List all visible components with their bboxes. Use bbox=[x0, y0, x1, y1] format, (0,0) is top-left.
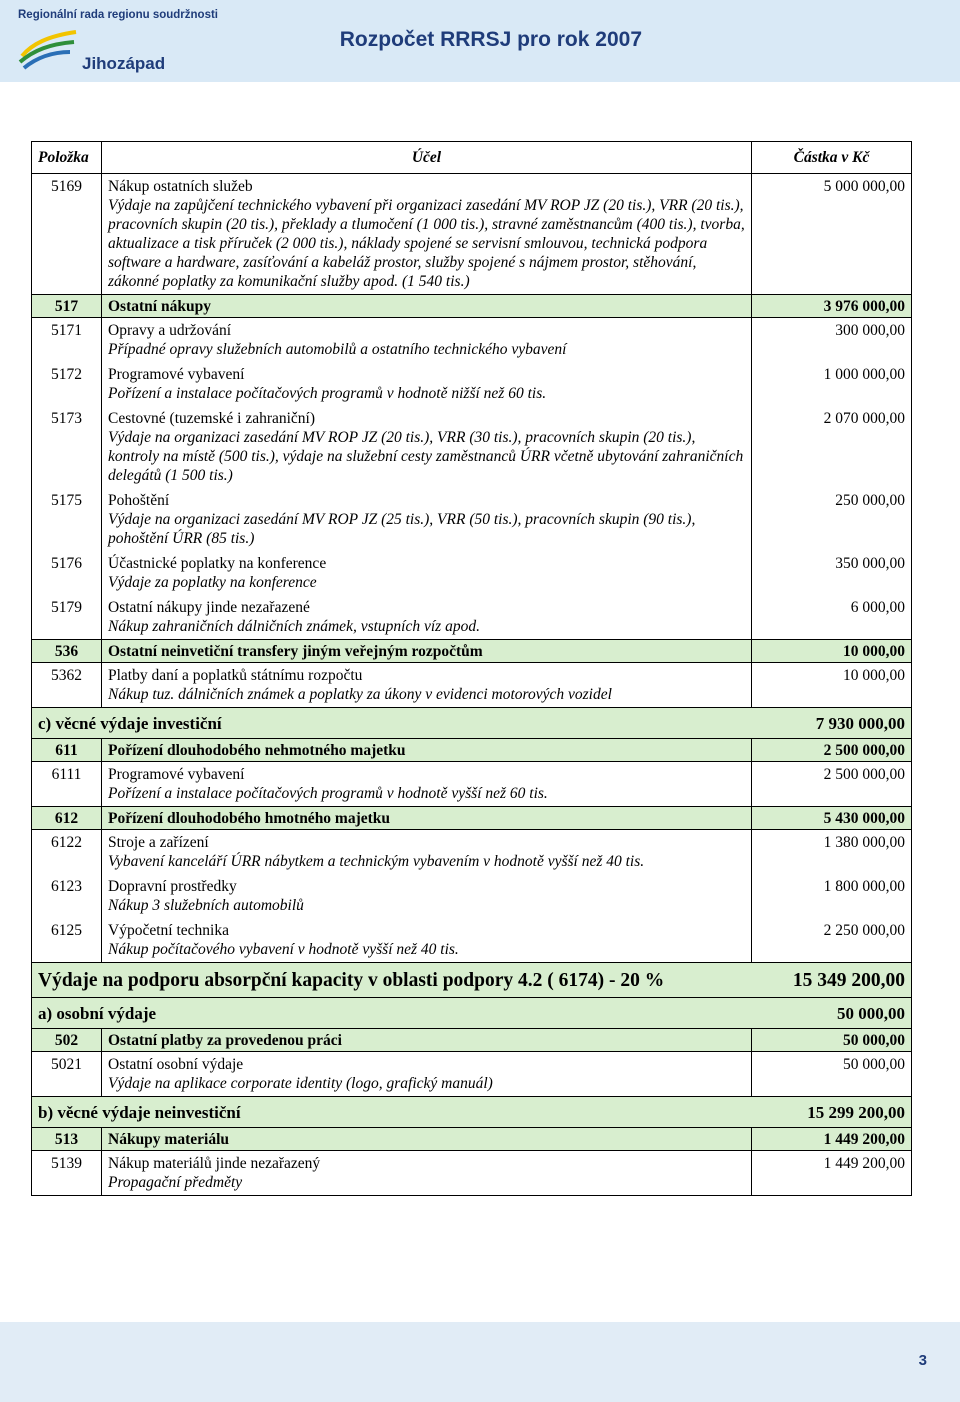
row-description: Vybavení kanceláří ÚRR nábytkem a technickým vybavením v hodnotě vyšší než 40 tis. bbox=[102, 852, 752, 874]
row-amount: 6 000,00 bbox=[752, 595, 912, 617]
table-row bbox=[32, 762, 912, 785]
group-amount: 50 000,00 bbox=[752, 1029, 912, 1052]
group-row bbox=[32, 1029, 912, 1052]
row-code-blank bbox=[32, 384, 102, 406]
table-row bbox=[32, 1151, 912, 1174]
row-amount: 50 000,00 bbox=[752, 1052, 912, 1075]
row-code-blank bbox=[32, 340, 102, 362]
section-name: b) věcné výdaje neinvestiční bbox=[32, 1097, 752, 1128]
row-amount-blank bbox=[752, 940, 912, 963]
table-row-description bbox=[32, 1173, 912, 1196]
row-amount: 1 449 200,00 bbox=[752, 1151, 912, 1174]
row-amount: 1 380 000,00 bbox=[752, 830, 912, 853]
row-code: 6111 bbox=[32, 762, 102, 785]
table-row-description bbox=[32, 573, 912, 595]
group-code: 513 bbox=[32, 1128, 102, 1151]
group-name: Pořízení dlouhodobého nehmotného majetku bbox=[102, 739, 752, 762]
page-footer bbox=[0, 1322, 960, 1402]
group-amount: 1 449 200,00 bbox=[752, 1128, 912, 1151]
row-amount-blank bbox=[752, 340, 912, 362]
row-code-blank bbox=[32, 1074, 102, 1097]
column-header-purpose: Účel bbox=[102, 142, 752, 174]
table-row bbox=[32, 318, 912, 341]
row-description: Nákup zahraničních dálničních známek, vstupních víz apod. bbox=[102, 617, 752, 640]
row-code-blank bbox=[32, 196, 102, 295]
table-row-description bbox=[32, 1074, 912, 1097]
row-code: 5179 bbox=[32, 595, 102, 617]
section-amount: 7 930 000,00 bbox=[752, 708, 912, 739]
row-amount-blank bbox=[752, 510, 912, 551]
row-description: Výdaje na organizaci zasedání MV ROP JZ (25 tis.), VRR (50 tis.), pracovních skupin (90 tis.), pohoštění ÚRR (85 tis.) bbox=[102, 510, 752, 551]
row-amount-blank bbox=[752, 896, 912, 918]
region-name: Jihozápad bbox=[82, 54, 166, 73]
row-description: Nákup počítačového vybavení v hodnotě vyšší než 40 tis. bbox=[102, 940, 752, 963]
table-row bbox=[32, 830, 912, 853]
group-code: 502 bbox=[32, 1029, 102, 1052]
row-code-blank bbox=[32, 784, 102, 807]
row-description: Nákup 3 služebních automobilů bbox=[102, 896, 752, 918]
group-amount: 2 500 000,00 bbox=[752, 739, 912, 762]
row-description: Pořízení a instalace počítačových programů v hodnotě vyšší než 60 tis. bbox=[102, 784, 752, 807]
row-amount: 300 000,00 bbox=[752, 318, 912, 341]
row-code: 6123 bbox=[32, 874, 102, 896]
section-row bbox=[32, 998, 912, 1029]
row-amount-blank bbox=[752, 428, 912, 488]
row-name: Platby daní a poplatků státnímu rozpočtu bbox=[102, 663, 752, 686]
table-row bbox=[32, 488, 912, 510]
table-row bbox=[32, 406, 912, 428]
row-code-blank bbox=[32, 617, 102, 640]
row-code: 6125 bbox=[32, 918, 102, 940]
table-row bbox=[32, 918, 912, 940]
section-amount: 50 000,00 bbox=[752, 998, 912, 1029]
group-row bbox=[32, 739, 912, 762]
row-code-blank bbox=[32, 1173, 102, 1196]
summary-name: Výdaje na podporu absorpční kapacity v oblasti podpory 4.2 ( 6174) - 20 % bbox=[32, 963, 752, 998]
group-amount: 5 430 000,00 bbox=[752, 807, 912, 830]
row-code: 5173 bbox=[32, 406, 102, 428]
group-row bbox=[32, 295, 912, 318]
budget-table bbox=[31, 141, 912, 1196]
table-row-description bbox=[32, 196, 912, 295]
row-amount-blank bbox=[752, 1173, 912, 1196]
table-row bbox=[32, 663, 912, 686]
group-row bbox=[32, 640, 912, 663]
row-amount-blank bbox=[752, 196, 912, 295]
row-amount: 1 800 000,00 bbox=[752, 874, 912, 896]
group-code: 536 bbox=[32, 640, 102, 663]
group-name: Nákupy materiálu bbox=[102, 1128, 752, 1151]
row-description: Výdaje na organizaci zasedání MV ROP JZ (20 tis.), VRR (30 tis.), pracovních skupin (20 tis.), kontroly na místě (500 tis.), výdaje na služební cesty zaměstnanců ÚRR včetně ubytování zahraničních delegátů (1 500 tis.) bbox=[102, 428, 752, 488]
section-row bbox=[32, 1097, 912, 1128]
table-row-description bbox=[32, 685, 912, 708]
row-name: Programové vybavení bbox=[102, 762, 752, 785]
row-description: Nákup tuz. dálničních známek a poplatky za úkony v evidenci motorových vozidel bbox=[102, 685, 752, 708]
row-name: Programové vybavení bbox=[102, 362, 752, 384]
row-name: Nákup ostatních služeb bbox=[102, 174, 752, 197]
org-name: Regionální rada regionu soudržnosti bbox=[18, 9, 218, 21]
row-name: Výpočetní technika bbox=[102, 918, 752, 940]
table-row bbox=[32, 1052, 912, 1075]
row-amount: 2 070 000,00 bbox=[752, 406, 912, 428]
row-description: Výdaje za poplatky na konference bbox=[102, 573, 752, 595]
row-amount-blank bbox=[752, 384, 912, 406]
row-code: 5169 bbox=[32, 174, 102, 197]
page-header bbox=[0, 0, 960, 82]
row-code-blank bbox=[32, 896, 102, 918]
group-name: Ostatní nákupy bbox=[102, 295, 752, 318]
row-amount: 1 000 000,00 bbox=[752, 362, 912, 384]
table-row bbox=[32, 174, 912, 197]
table-row-description bbox=[32, 384, 912, 406]
table-row-description bbox=[32, 852, 912, 874]
group-row bbox=[32, 1128, 912, 1151]
row-name: Cestovné (tuzemské i zahraniční) bbox=[102, 406, 752, 428]
row-name: Pohoštění bbox=[102, 488, 752, 510]
row-name: Účastnické poplatky na konference bbox=[102, 551, 752, 573]
row-description: Pořízení a instalace počítačových programů v hodnotě nižší než 60 tis. bbox=[102, 384, 752, 406]
row-name: Dopravní prostředky bbox=[102, 874, 752, 896]
row-description: Výdaje na aplikace corporate identity (logo, grafický manuál) bbox=[102, 1074, 752, 1097]
table-row bbox=[32, 595, 912, 617]
table-row bbox=[32, 362, 912, 384]
group-name: Ostatní platby za provedenou práci bbox=[102, 1029, 752, 1052]
table-row-description bbox=[32, 510, 912, 551]
group-code: 612 bbox=[32, 807, 102, 830]
table-row-description bbox=[32, 617, 912, 640]
row-code: 5021 bbox=[32, 1052, 102, 1075]
table-row-description bbox=[32, 896, 912, 918]
group-code: 517 bbox=[32, 295, 102, 318]
row-amount: 10 000,00 bbox=[752, 663, 912, 686]
section-row bbox=[32, 708, 912, 739]
group-code: 611 bbox=[32, 739, 102, 762]
row-code: 5175 bbox=[32, 488, 102, 510]
row-amount: 250 000,00 bbox=[752, 488, 912, 510]
row-code-blank bbox=[32, 573, 102, 595]
summary-amount: 15 349 200,00 bbox=[752, 963, 912, 998]
row-description: Případné opravy služebních automobilů a ostatního technického vybavení bbox=[102, 340, 752, 362]
summary-row bbox=[32, 963, 912, 998]
column-header-item: Položka bbox=[32, 142, 102, 174]
group-row bbox=[32, 807, 912, 830]
row-amount-blank bbox=[752, 1074, 912, 1097]
group-name: Ostatní neinvetiční transfery jiným veřejným rozpočtům bbox=[102, 640, 752, 663]
row-code-blank bbox=[32, 428, 102, 488]
section-name: c) věcné výdaje investiční bbox=[32, 708, 752, 739]
row-description: Propagační předměty bbox=[102, 1173, 752, 1196]
row-amount: 2 250 000,00 bbox=[752, 918, 912, 940]
table-row-description bbox=[32, 784, 912, 807]
row-amount-blank bbox=[752, 685, 912, 708]
row-code-blank bbox=[32, 510, 102, 551]
row-code: 6122 bbox=[32, 830, 102, 853]
row-amount-blank bbox=[752, 784, 912, 807]
table-row-description bbox=[32, 340, 912, 362]
row-amount: 2 500 000,00 bbox=[752, 762, 912, 785]
table-row bbox=[32, 551, 912, 573]
row-code: 5362 bbox=[32, 663, 102, 686]
row-name: Ostatní nákupy jinde nezařazené bbox=[102, 595, 752, 617]
section-name: a) osobní výdaje bbox=[32, 998, 752, 1029]
row-amount: 350 000,00 bbox=[752, 551, 912, 573]
row-name: Opravy a udržování bbox=[102, 318, 752, 341]
group-amount: 10 000,00 bbox=[752, 640, 912, 663]
document-title: Rozpočet RRRSJ pro rok 2007 bbox=[339, 28, 642, 51]
row-description: Výdaje na zapůjčení technického vybavení při organizaci zasedání MV ROP JZ (20 tis.), VRR (20 tis.), pracovních skupin (20 tis.), překlady a tlumočení (1 000 tis.), stravné zaměstnancům (400 tis.), tvorba, aktualizace a tisk příruček (2 000 tis.), náklady spojené se servisní smlouvou, technická podpora software a hardware, zasíťování a kabeláž prostor, služby spojené s nájmem prostor, stěhování, zákonné poplatky za komunikační služby apod. (1 540 tis.) bbox=[102, 196, 752, 295]
row-amount-blank bbox=[752, 573, 912, 595]
row-name: Ostatní osobní výdaje bbox=[102, 1052, 752, 1075]
row-name: Stroje a zařízení bbox=[102, 830, 752, 853]
section-amount: 15 299 200,00 bbox=[752, 1097, 912, 1128]
row-code: 5139 bbox=[32, 1151, 102, 1174]
column-header-amount: Částka v Kč bbox=[752, 142, 912, 174]
row-code: 5172 bbox=[32, 362, 102, 384]
table-row-description bbox=[32, 940, 912, 963]
row-code: 5171 bbox=[32, 318, 102, 341]
row-amount-blank bbox=[752, 617, 912, 640]
group-name: Pořízení dlouhodobého hmotného majetku bbox=[102, 807, 752, 830]
row-code-blank bbox=[32, 852, 102, 874]
row-name: Nákup materiálů jinde nezařazený bbox=[102, 1151, 752, 1174]
table-row bbox=[32, 874, 912, 896]
row-amount: 5 000 000,00 bbox=[752, 174, 912, 197]
table-header-row bbox=[32, 142, 912, 174]
page-number: 3 bbox=[918, 1352, 927, 1369]
row-code: 5176 bbox=[32, 551, 102, 573]
table-row-description bbox=[32, 428, 912, 488]
row-code-blank bbox=[32, 940, 102, 963]
group-amount: 3 976 000,00 bbox=[752, 295, 912, 318]
row-amount-blank bbox=[752, 852, 912, 874]
region-logo-icon bbox=[18, 22, 80, 70]
row-code-blank bbox=[32, 685, 102, 708]
